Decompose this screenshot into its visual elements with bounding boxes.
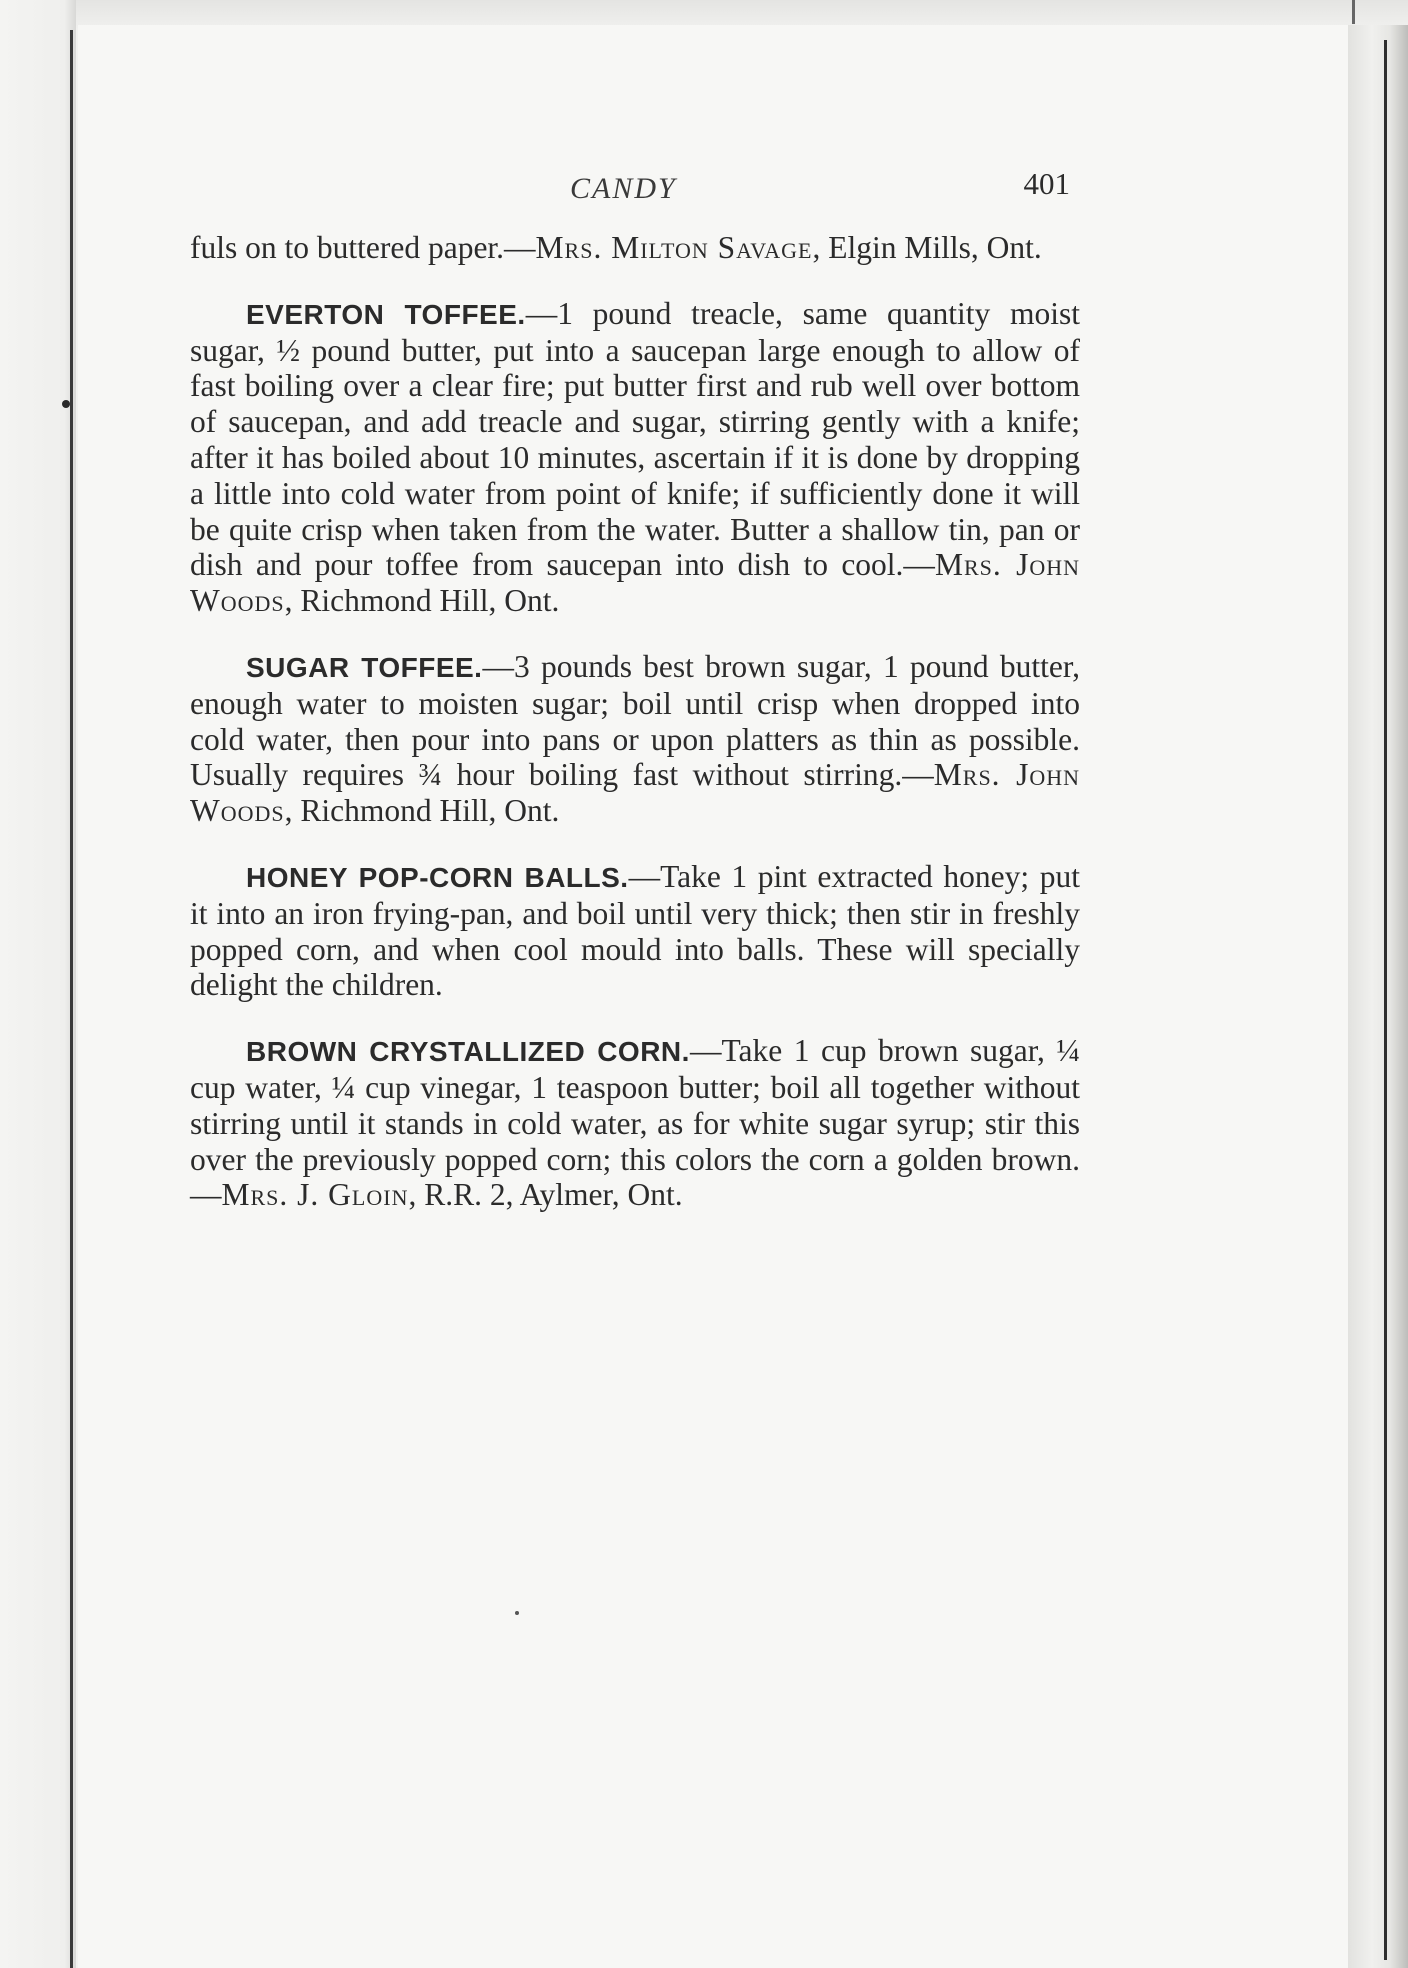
top-edge-mark [1352,0,1355,24]
recipe-honey-pop-corn-balls [190,859,1080,1003]
recipe-title: SUGAR TOFFEE. [246,651,483,683]
recipe-body: —1 pound treacle, same quantity moist sugar, ½ pound butter, put into a saucepan large enough to allow of fast boiling over a clear fire; put butter first and rub well over bottom of saucepan, and add treacle and sugar, stirring gently with a knife; after it has boiled about 10 minutes, ascertain if it is done by dropping a little into cold water from point of knife; if sufficiently done it will be quite crisp when taken from the water. Butter a shallow tin, pan or dish and pour toffee from saucepan into dish to cool.— [190,295,1081,583]
page-number: 401 [1023,166,1070,201]
right-edge-line [1384,40,1387,1960]
continuation-paragraph [190,230,1080,266]
credit-name: Mrs. Milton Savage [535,230,813,265]
top-shadow [0,0,1408,28]
recipe-body: —Take 1 pint extracted honey; put it into an iron frying-pan, and boil until very thick; then stir in freshly popped corn, and when cool mould into balls. These will specially delight the children. [190,858,1080,1003]
page-speck [515,1611,519,1615]
continuation-text: fuls on to buttered paper.— [190,230,536,265]
recipe-title: EVERTON TOFFEE. [246,298,526,330]
running-head [190,160,1090,205]
credit-name: Mrs. John Woods [190,757,1080,829]
running-title: CANDY [570,172,677,205]
recipe-title: BROWN CRYSTALLIZED CORN. [246,1036,690,1068]
left-facing-page-edge [0,0,76,1968]
recipe-body: —Take 1 cup brown sugar, ¼ cup water, ¼ cup vinegar, 1 teaspoon butter; boil all together without stirring until it stands in cold water, as for white sugar syrup; stir this over the previously popped corn; this colors the corn a golden brown.— [190,1033,1080,1213]
right-page-edge [1348,25,1408,1968]
margin-dot [62,400,70,408]
page-body [190,230,1080,1243]
recipe-brown-crystallized-corn [190,1033,1080,1213]
credit-name: Mrs. John Woods [190,547,1080,619]
recipe-body: —3 pounds best brown sugar, 1 pound butter, enough water to moisten sugar; boil until crisp when dropped into cold water, then pour into pans or upon platters as thin as possible. Usually requires ¾ hour boiling fast without stirring.— [190,648,1080,793]
recipe-everton-toffee [190,296,1080,619]
credit-place: , Elgin Mills, Ont. [812,230,1042,265]
recipe-title: HONEY POP-CORN BALLS. [246,861,629,893]
gutter-line [70,30,73,1968]
credit-name: Mrs. J. Gloin [221,1177,409,1213]
recipe-sugar-toffee [190,649,1080,829]
credit-place: , Richmond Hill, Ont. [284,583,560,619]
credit-place: , R.R. 2, Aylmer, Ont. [408,1177,683,1213]
credit-place: , Richmond Hill, Ont. [284,793,560,829]
